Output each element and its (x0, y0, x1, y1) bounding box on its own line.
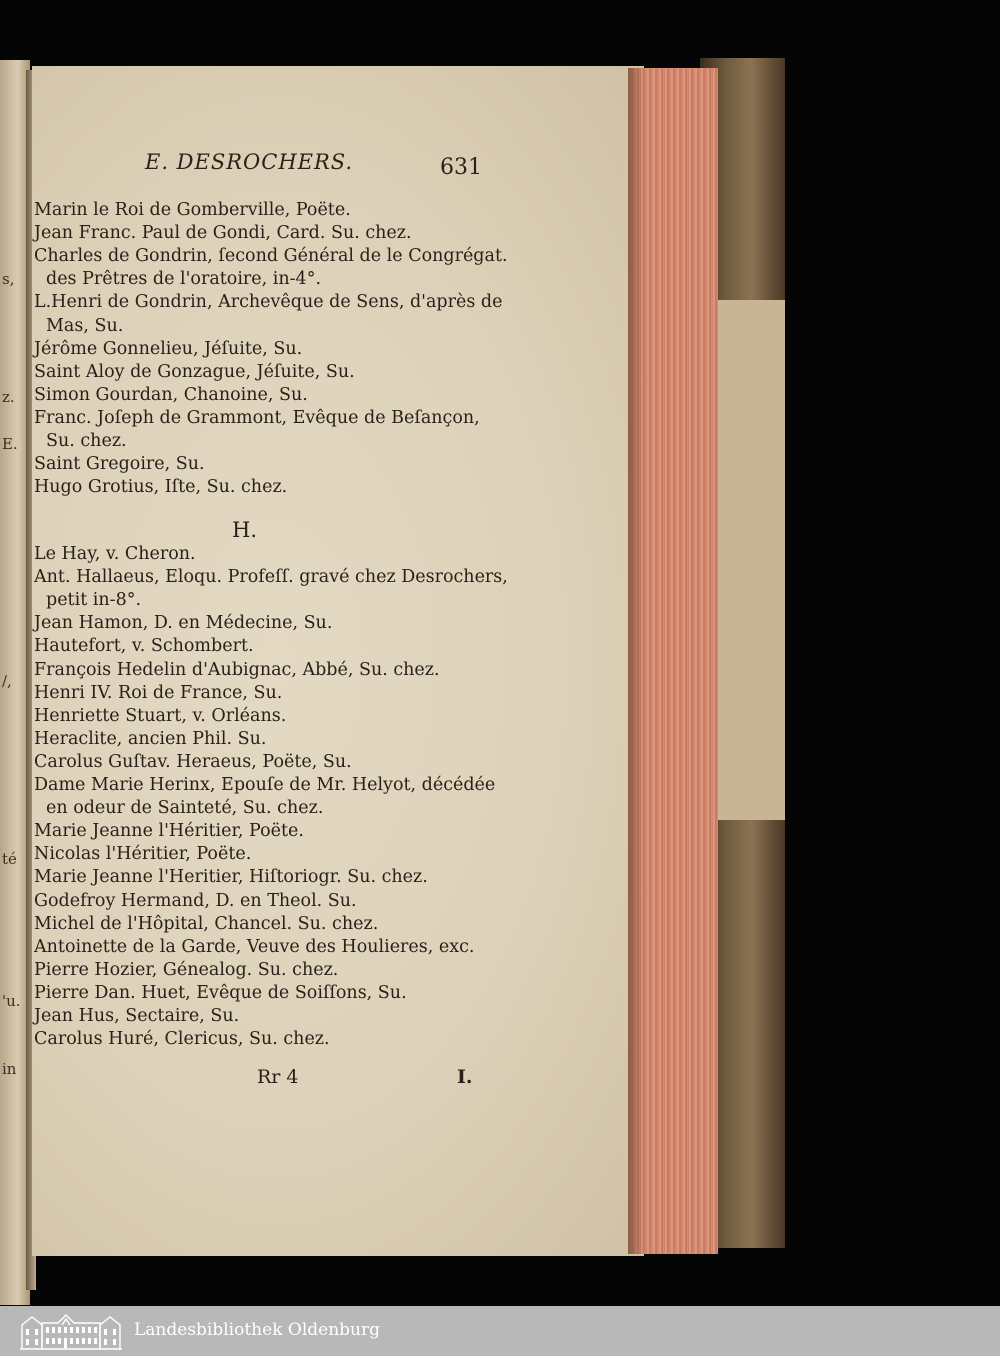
left-page-fragment: 'u. (2, 992, 21, 1010)
page-number: 631 (440, 155, 482, 180)
entry-line: Ant. Hallaeus, Eloqu. Profeſſ. gravé chez Desrochers, (34, 567, 508, 588)
entry-line: des Prêtres de l'oratoire, in-4°. (46, 269, 322, 290)
entry-line: Henri IV. Roi de France, Su. (34, 682, 283, 703)
entry-line: Saint Gregoire, Su. (34, 454, 205, 475)
entry-line: Le Hay, v. Cheron. (34, 544, 196, 564)
entry-line: Franc. Joſeph de Grammont, Evêque de Beſançon, (34, 407, 480, 428)
entry-line: Dame Marie Herinx, Epouſe de Mr. Helyot, décédée (34, 775, 496, 795)
section-heading: H. (232, 518, 257, 542)
left-page-fragment: E. (2, 435, 18, 453)
left-page-fragment: z. (2, 388, 15, 406)
entry-line: Saint Aloy de Gonzague, Jéſuite, Su. (34, 361, 355, 382)
entry-line: Jean Hus, Sectaire, Su. (34, 1006, 240, 1026)
running-title: E. DESROCHERS. (145, 150, 354, 174)
entry-line: en odeur de Sainteté, Su. chez. (46, 798, 324, 819)
entry-line: Carolus Guſtav. Heraeus, Poëte, Su. (34, 751, 352, 772)
entry-line: petit in-8°. (46, 590, 142, 611)
entry-line: Marin le Roi de Gomberville, Poëte. (34, 200, 351, 220)
page-edge-shadow (628, 68, 644, 1254)
entry-line: Antoinette de la Garde, Veuve des Houlieres, exc. (34, 936, 475, 957)
entry-line: Su. chez. (46, 431, 127, 451)
entry-line: Pierre Dan. Huet, Evêque de Soiſſons, Su. (34, 982, 407, 1003)
entry-line: Nicolas l'Héritier, Poëte. (34, 844, 252, 865)
entry-line: Jean Hamon, D. en Médecine, Su. (34, 613, 333, 634)
entry-line: Marie Jeanne l'Héritier, Poëte. (34, 821, 304, 842)
entry-line: Marie Jeanne l'Heritier, Hiſtoriogr. Su. chez. (34, 867, 428, 888)
left-page-fragment: s, (2, 270, 15, 288)
entry-line: Michel de l'Hôpital, Chancel. Su. chez. (34, 913, 379, 934)
footer-bar (0, 1306, 1000, 1356)
entry-line: Mas, Su. (46, 315, 124, 336)
catchword: I. (457, 1066, 473, 1088)
library-building-icon (18, 1311, 124, 1355)
entry-line: Simon Gourdan, Chanoine, Su. (34, 384, 308, 405)
signature-mark: Rr 4 (257, 1066, 299, 1088)
entry-line: Carolus Huré, Clericus, Su. chez. (34, 1029, 330, 1050)
entry-line: Heraclite, ancien Phil. Su. (34, 728, 267, 749)
entry-line: Hautefort, v. Schombert. (34, 636, 254, 657)
cover-wear (718, 300, 785, 820)
entry-line: Henriette Stuart, v. Orléans. (34, 705, 287, 726)
entry-line: François Hedelin d'Aubignac, Abbé, Su. chez. (34, 659, 440, 680)
library-name: Landesbibliothek Oldenburg (134, 1320, 381, 1340)
entry-line: L.Henri de Gondrin, Archevêque de Sens, d'après de (34, 292, 503, 313)
entry-line: Godefroy Hermand, D. en Theol. Su. (34, 890, 357, 911)
entry-line: Jean Franc. Paul de Gondi, Card. Su. chez. (34, 223, 412, 244)
left-page-fragment: /, (2, 672, 12, 690)
entry-line: Hugo Grotius, Iſte, Su. chez. (34, 477, 288, 498)
left-page-fragment: té (2, 850, 17, 868)
entry-line: Charles de Gondrin, ſecond Général de le Congrégat. (34, 246, 508, 267)
entry-line: Pierre Hozier, Génealog. Su. chez. (34, 959, 339, 980)
left-page-fragment: in (2, 1060, 17, 1078)
entry-line: Jérôme Gonnelieu, Jéſuite, Su. (34, 338, 303, 359)
